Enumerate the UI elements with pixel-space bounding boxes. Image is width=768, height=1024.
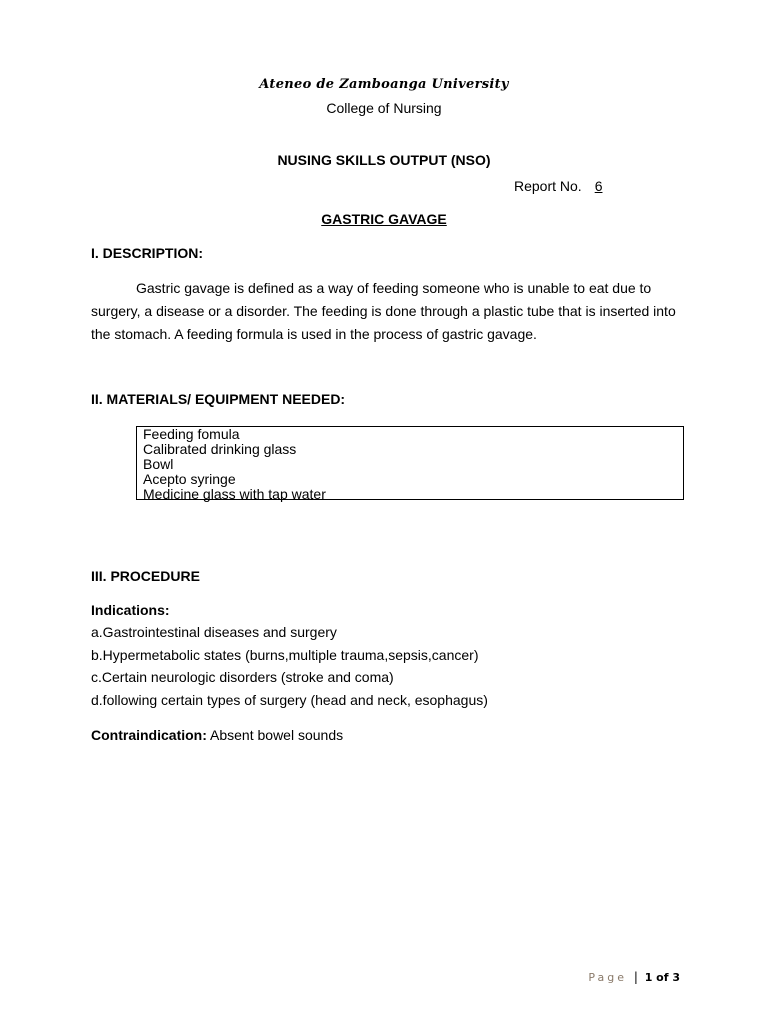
materials-item: Feeding fomula (143, 426, 240, 442)
materials-list (136, 426, 684, 500)
indications-label: Indications: (91, 602, 170, 618)
materials-item: Acepto syringe (143, 471, 236, 487)
indication-item: d.following certain types of surgery (head and neck, esophagus) (91, 692, 488, 708)
contraindication-text: Absent bowel sounds (210, 727, 344, 743)
description-heading: I. DESCRIPTION: (91, 245, 204, 261)
report-number: 6 (594, 178, 603, 194)
indication-item: a.Gastrointestinal diseases and surgery (91, 624, 337, 640)
indication-item: b.Hypermetabolic states (burns,multiple trauma,sepsis,cancer) (91, 647, 479, 663)
report-number-line (514, 178, 612, 194)
contraindication-line (91, 727, 343, 743)
indication-item: c.Certain neurologic disorders (stroke and coma) (91, 669, 394, 685)
footer-separator: | (633, 970, 638, 984)
materials-item: Bowl (143, 456, 174, 472)
procedure-heading: III. PROCEDURE (91, 568, 200, 584)
footer-page-word: Page (588, 971, 627, 984)
materials-heading: II. MATERIALS/ EQUIPMENT NEEDED: (91, 391, 346, 407)
report-label: Report No. (514, 178, 582, 194)
materials-item: Calibrated drinking glass (143, 441, 297, 457)
college-name: College of Nursing (326, 100, 442, 116)
description-text: Gastric gavage is defined as a way of feeding someone who is unable to eat due to surgery, a disease or a disorder. The feeding is done through a plastic tube that is inserted into the stomach. A feeding formula is used in the process of gastric gavage. (91, 280, 676, 342)
document-title: NUSING SKILLS OUTPUT (NSO) (277, 152, 491, 168)
procedure-title: GASTRIC GAVAGE (321, 211, 447, 227)
page-footer (588, 970, 680, 984)
contraindication-label: Contraindication: (91, 727, 207, 743)
university-name: Ateneo de Zamboanga University (259, 77, 509, 92)
materials-item: Medicine glass with tap water (143, 486, 326, 502)
footer-page-number: 1 of 3 (644, 971, 680, 984)
